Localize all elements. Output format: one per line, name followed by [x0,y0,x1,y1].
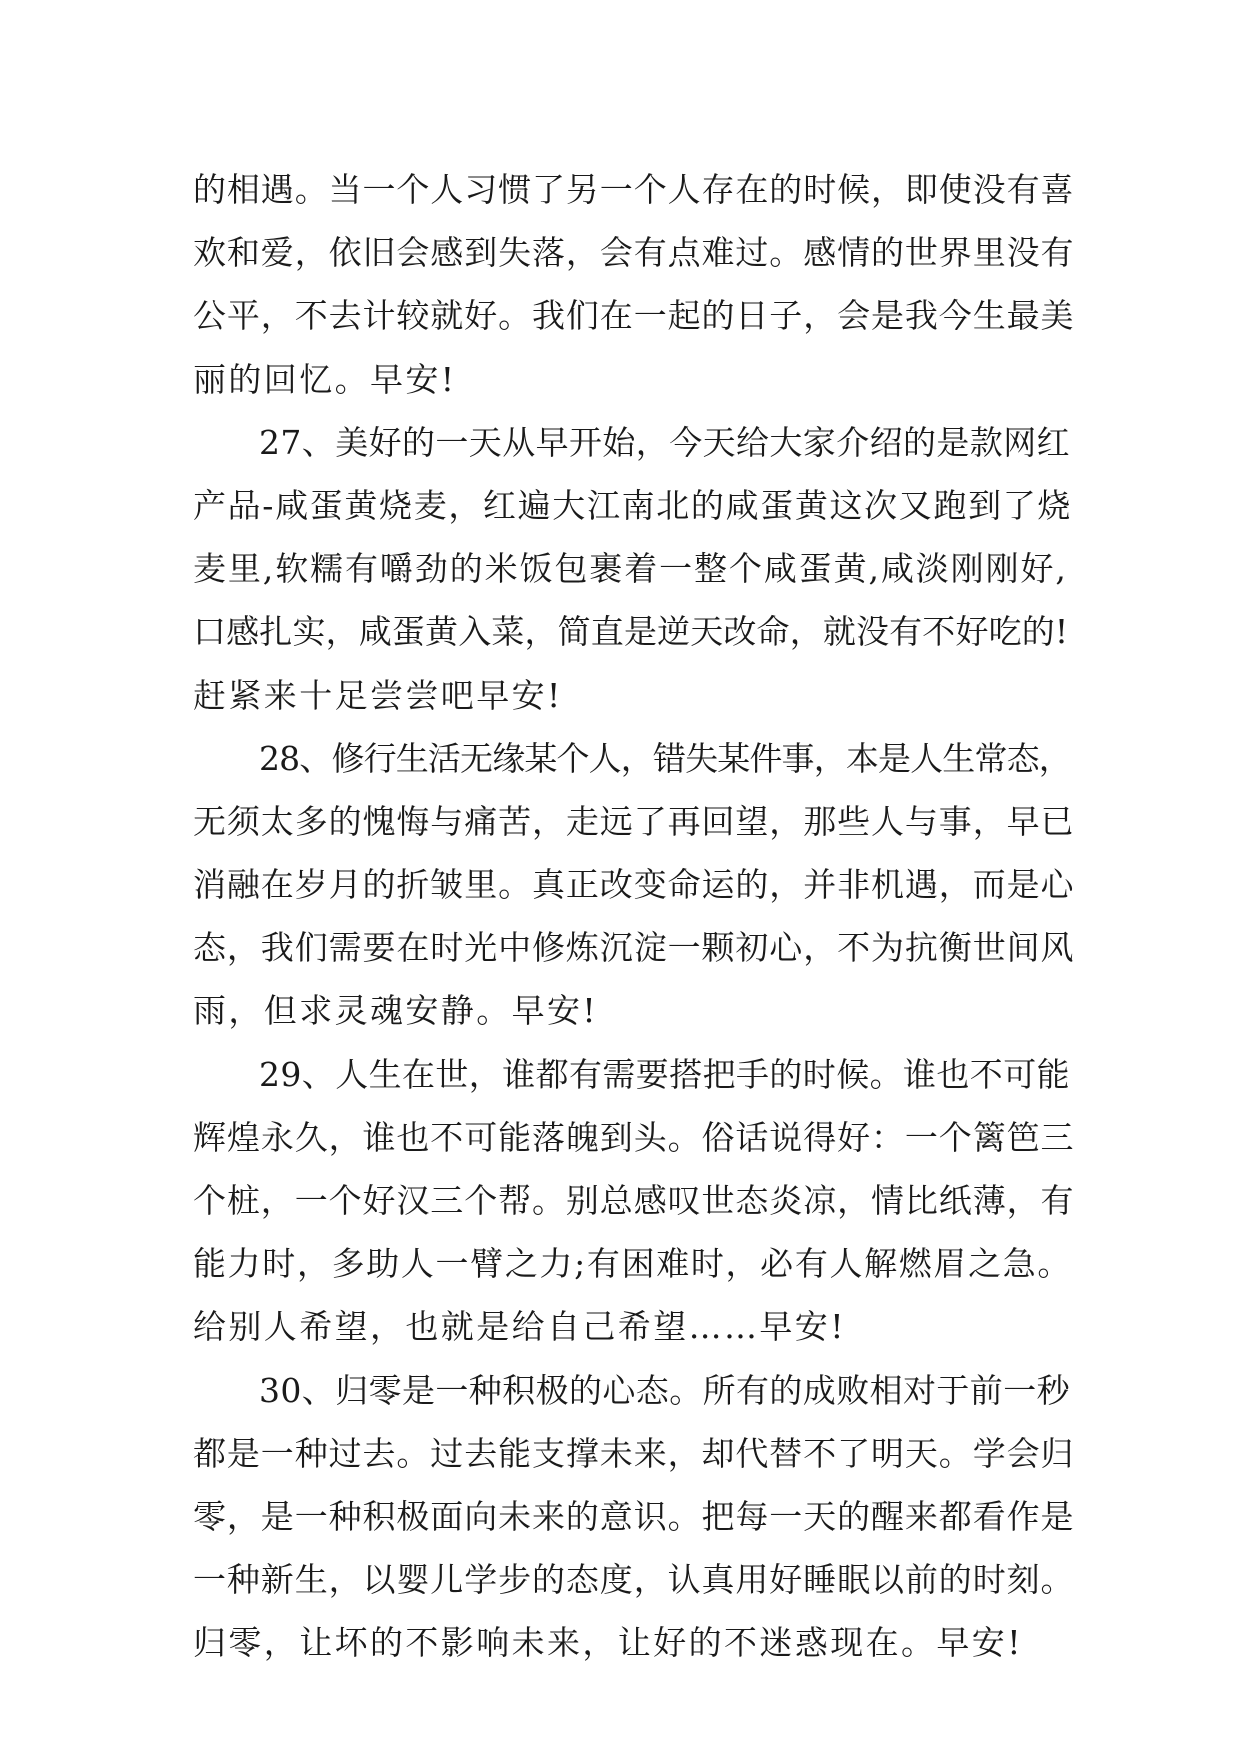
text-line: 能力时，多助人一臂之力;有困难时，必有人解燃眉之急。 [193,1244,1073,1284]
text-line: 无须太多的愧悔与痛苦，走远了再回望，那些人与事，早已 [193,801,1075,841]
text-line: 都是一种过去。过去能支撑未来，却代替不了明天。学会归 [193,1433,1075,1473]
text-line: 辉煌永久，谁也不可能落魄到头。俗话说得好：一个篱笆三 [193,1117,1075,1157]
text-line: 29、人生在世，谁都有需要搭把手的时候。谁也不可能 [259,1054,1070,1094]
text-line: 公平，不去计较就好。我们在一起的日子，会是我今生最美 [193,296,1075,336]
paragraph-27 [193,411,1073,727]
text-line: 28、修行生活无缘某个人，错失某件事，本是人生常态， [259,738,1071,778]
paragraph-30 [193,1359,1073,1675]
document-body [193,158,1073,1675]
text-line: 27、美好的一天从早开始，今天给大家介绍的是款网红 [259,422,1070,462]
paragraph-28 [193,727,1073,1043]
text-line: 归零，让坏的不影响未来，让好的不迷惑现在。早安! [193,1623,1023,1663]
text-line: 雨，但求灵魂安静。早安! [193,991,599,1031]
text-line: 零，是一种积极面向未来的意识。把每一天的醒来都看作是 [193,1496,1075,1536]
text-line: 欢和爱，依旧会感到失落，会有点难过。感情的世界里没有 [193,233,1075,273]
text-line: 口感扎实，咸蛋黄入菜，简直是逆天改命，就没有不好吃的! [193,612,1069,652]
text-line: 给别人希望，也就是给自己希望……早安! [193,1307,846,1347]
text-line: 30、归零是一种积极的心态。所有的成败相对于前一秒 [259,1370,1070,1410]
text-line: 一种新生，以婴儿学步的态度，认真用好睡眠以前的时刻。 [193,1560,1075,1600]
paragraph-29 [193,1043,1073,1359]
text-line: 麦里,软糯有嚼劲的米饭包裹着一整个咸蛋黄,咸淡刚刚好, [193,549,1068,589]
text-line: 赶紧来十足尝尝吧早安! [193,675,563,715]
paragraph-26-continued [193,158,1073,411]
text-line: 的相遇。当一个人习惯了另一个人存在的时候，即使没有喜 [193,170,1075,209]
text-line: 产品-咸蛋黄烧麦，红遍大江南北的咸蛋黄这次又跑到了烧 [193,485,1073,525]
text-line: 个桩，一个好汉三个帮。别总感叹世态炎凉，情比纸薄，有 [193,1181,1075,1220]
text-line: 消融在岁月的折皱里。真正改变命运的，并非机遇，而是心 [193,865,1075,905]
text-line: 态，我们需要在时光中修炼沉淀一颗初心，不为抗衡世间风 [193,928,1075,968]
text-line: 丽的回忆。早安! [193,359,457,399]
